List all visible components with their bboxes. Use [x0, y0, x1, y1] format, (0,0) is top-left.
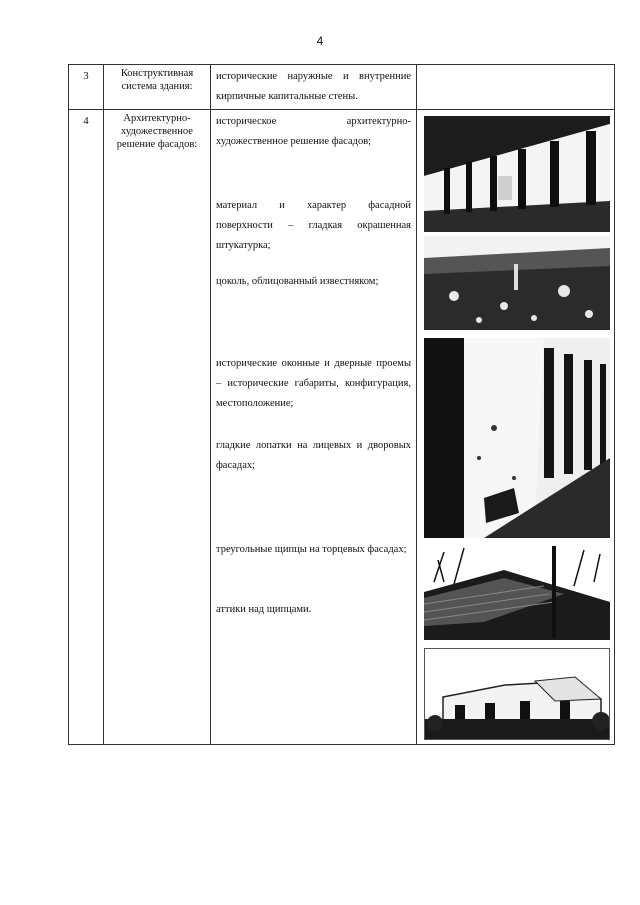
monument-subject-table [68, 64, 615, 745]
row-number: 3 [69, 65, 104, 110]
description-paragraph: историческое архитектурно-художественное решение фасадов; [216, 115, 411, 147]
description-paragraph: цоколь, облицованный известняком; [216, 275, 379, 287]
description-paragraph: материал и характер фасадной поверхности – гладкая окрашенная штукатурка; [216, 199, 411, 251]
description-paragraph: аттики над щипцами. [216, 603, 312, 615]
photo-cell [417, 109, 615, 744]
row-name: Архитектурно-художественное решение фасадов: [104, 109, 211, 744]
description-paragraph: исторические оконные и дверные проемы – исторические габариты, конфигурация, местоположение; [216, 357, 411, 409]
row-description [211, 109, 417, 744]
facade-photo [424, 542, 610, 640]
facade-photo [424, 648, 610, 740]
facade-photo [424, 116, 610, 232]
description-paragraph: гладкие лопатки на лицевых и дворовых фасадах; [216, 439, 411, 471]
table-row [69, 109, 615, 744]
facade-photo [424, 338, 610, 538]
description-paragraph: треугольные щипцы на торцевых фасадах; [216, 543, 407, 555]
row-name: Конструктивная система здания: [104, 65, 211, 110]
page-number: 4 [316, 34, 324, 48]
photo-cell [417, 65, 615, 110]
facade-photo [424, 236, 610, 330]
row-description [211, 65, 417, 110]
table-row [69, 65, 615, 110]
row-number: 4 [69, 109, 104, 744]
description-paragraph: исторические наружные и внутренние кирпичные капитальные стены. [216, 71, 411, 102]
